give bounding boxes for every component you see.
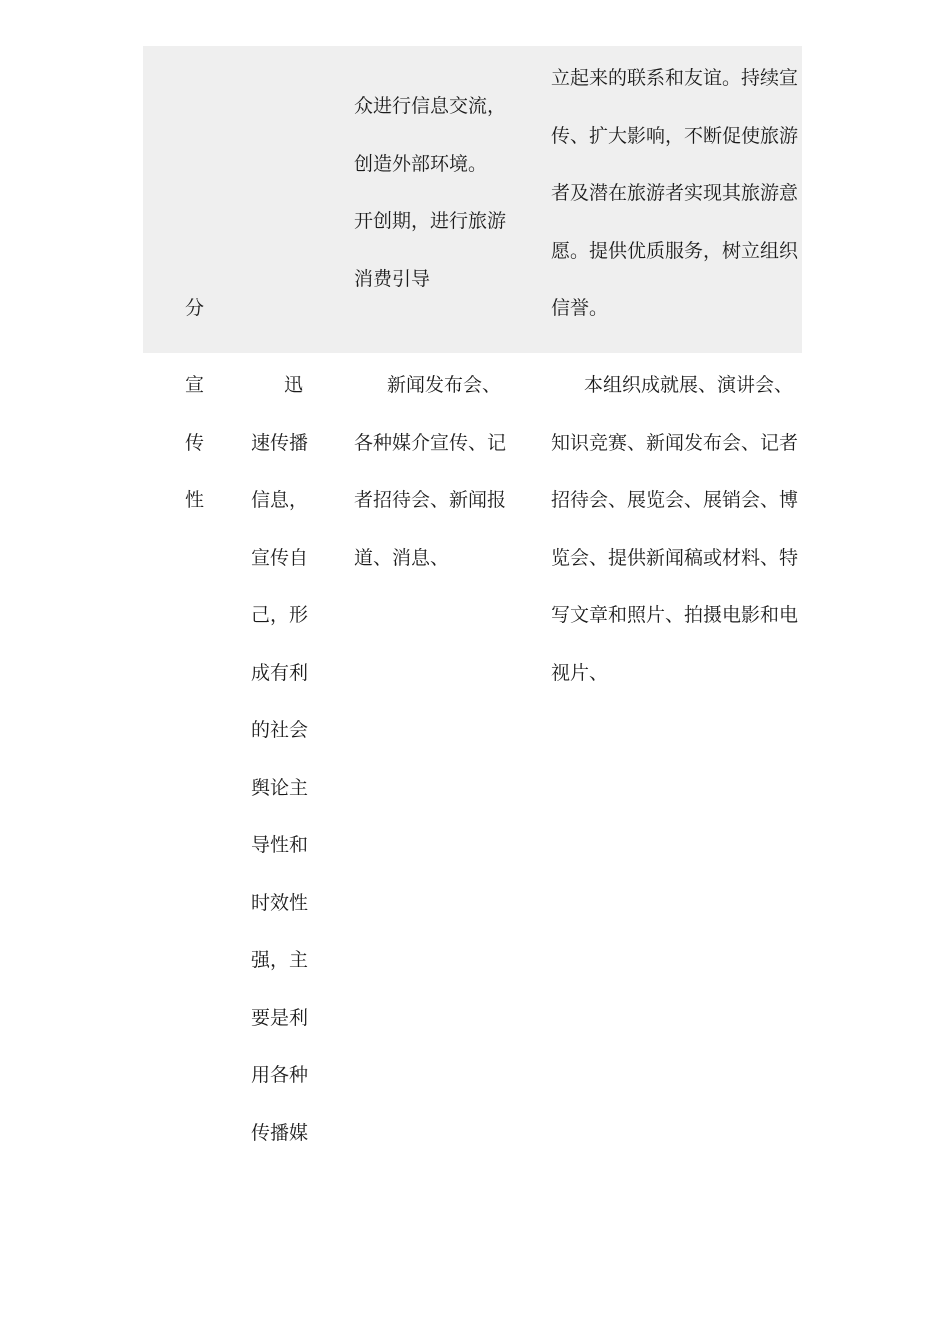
- cell-line: 开创期，进行旅游: [354, 210, 507, 232]
- category-cell: [185, 357, 204, 530]
- cell-line: 导性和: [251, 834, 309, 856]
- cell-line: 立起来的联系和友谊。持续宣: [551, 67, 799, 89]
- cell-line: 本组织成就展、演讲会、: [584, 374, 794, 396]
- cell-line: 传、扩大影响，不断促使旅游: [551, 124, 799, 147]
- channel-cell: [354, 78, 506, 308]
- cell-line: 愿。提供优质服务，树立组织: [551, 239, 799, 262]
- cell-line: 写文章和照片、拍摄电影和电: [551, 604, 799, 626]
- cell-line: 消费引导: [354, 267, 431, 290]
- cell-line: 速传播: [251, 431, 309, 454]
- cell-line: 新闻发布会、: [387, 374, 502, 396]
- document-table: [143, 46, 802, 1173]
- cell-line: 览会、提供新闻稿或材料、特: [551, 546, 799, 569]
- cell-line: 成有利: [251, 661, 309, 684]
- cell-line: 视片、: [551, 661, 609, 684]
- feature-cell: [251, 357, 308, 1162]
- cell-line: 宣: [185, 374, 205, 396]
- cell-line: 信息，: [251, 489, 309, 511]
- cell-line: 创造外部环境。: [354, 152, 488, 175]
- cell-line: 己，形: [251, 604, 309, 626]
- activity-cell: [551, 50, 798, 338]
- cell-line: 传: [185, 431, 205, 454]
- cell-line: 各种媒介宣传、记: [354, 431, 507, 454]
- cell-line: 众进行信息交流，: [354, 95, 507, 117]
- cell-line: 传播媒: [251, 1121, 309, 1144]
- cell-line: 舆论主: [251, 776, 309, 799]
- table-row-continued: [143, 46, 802, 353]
- cell-line: 者招待会、新闻报: [354, 489, 507, 511]
- channel-cell: [354, 357, 506, 587]
- cell-line: 迅: [284, 374, 304, 396]
- cell-line: 用各种: [251, 1064, 309, 1086]
- category-cell: [185, 280, 204, 338]
- cell-line: 道、消息、: [354, 546, 450, 569]
- table-row-propaganda: [143, 353, 802, 1173]
- cell-line: 招待会、展览会、展销会、博: [551, 489, 799, 511]
- cell-line: 分: [185, 297, 205, 319]
- cell-line: 知识竞赛、新闻发布会、记者: [551, 431, 799, 454]
- cell-line: 强，主: [251, 949, 309, 971]
- cell-line: 性: [185, 489, 205, 511]
- cell-line: 要是利: [251, 1006, 309, 1029]
- cell-line: 者及潜在旅游者实现其旅游意: [551, 182, 799, 204]
- cell-line: 信誉。: [551, 297, 609, 319]
- cell-line: 的社会: [251, 719, 309, 741]
- cell-line: 时效性: [251, 891, 309, 914]
- cell-line: 宣传自: [251, 546, 309, 569]
- activity-cell: [551, 357, 798, 702]
